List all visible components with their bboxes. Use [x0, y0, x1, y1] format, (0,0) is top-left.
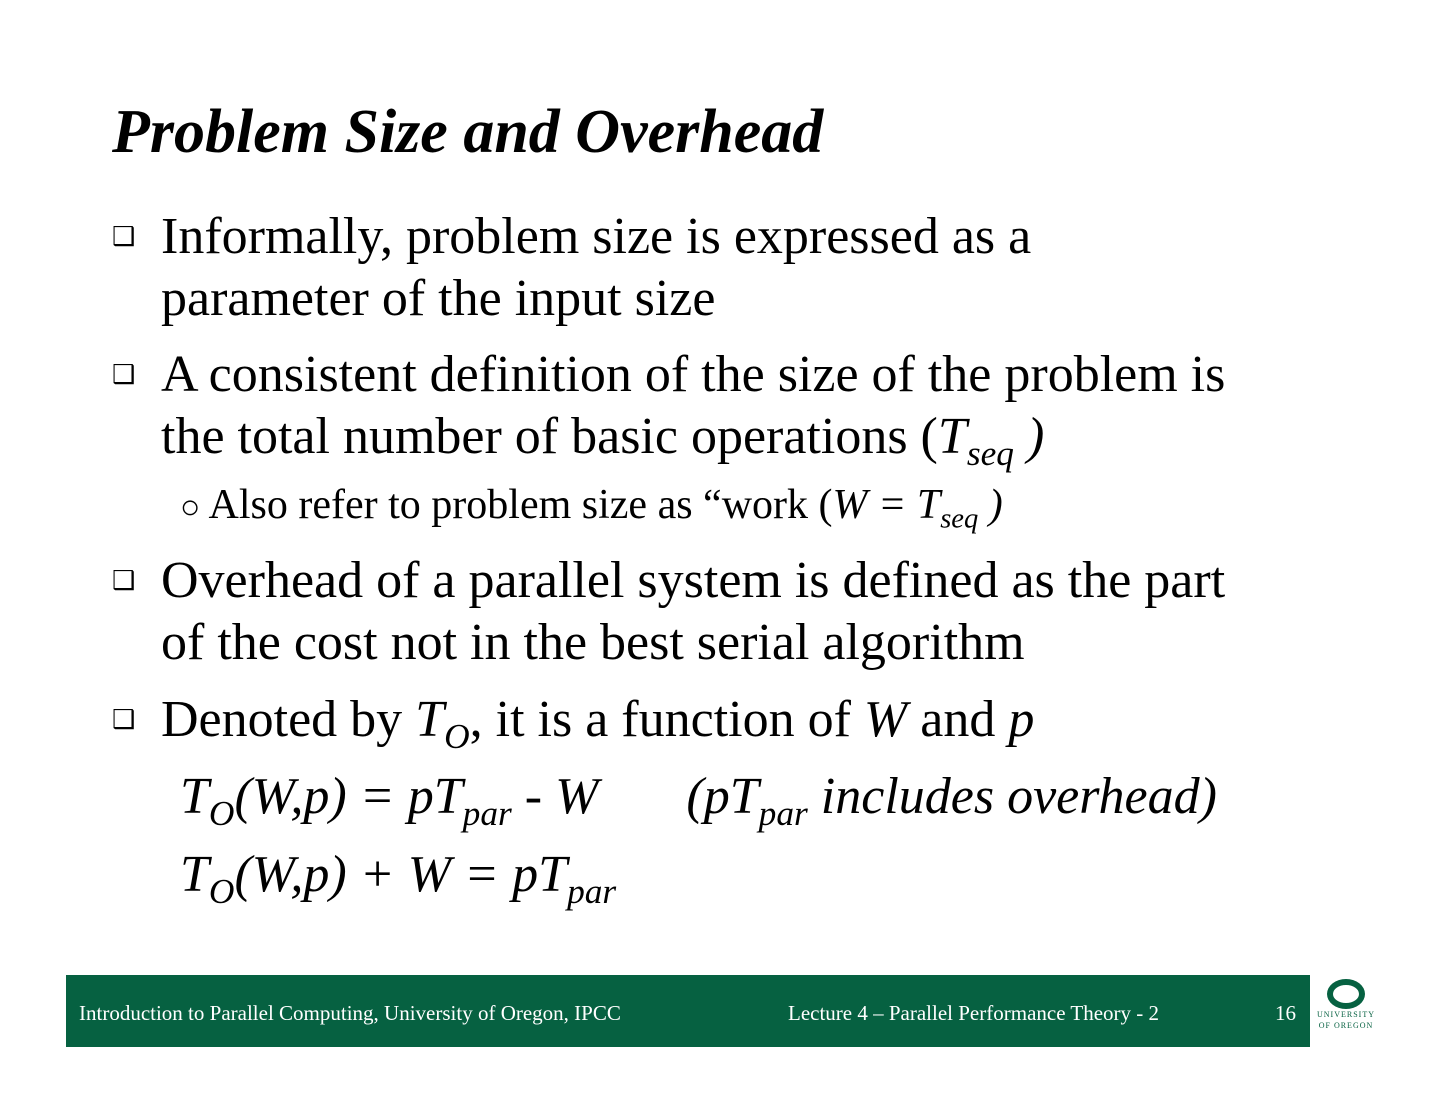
bullet-denoted-by — [112, 689, 1035, 757]
bullet-line: the total number of basic operations ($T_{seq}$ ) — [161, 408, 1045, 474]
logo-text-line2: OF OREGON — [1318, 1021, 1374, 1030]
square-bullet-icon: ❑ — [112, 222, 136, 252]
equation-overhead: $T_O(W,p) = pT_{par} - W$ ($pT_{par}$ includes overhead) — [180, 768, 1217, 834]
o-logo-icon — [1327, 979, 1365, 1009]
footer-course: Introduction to Parallel Computing, University of Oregon, IPCC — [79, 1001, 621, 1025]
circle-bullet-icon: ○ — [180, 489, 201, 526]
bullet-overhead-definition — [112, 550, 1225, 674]
university-of-oregon-logo — [1310, 975, 1382, 1047]
sub-bullet-text: Also refer to problem size as “work ( — [208, 482, 833, 528]
bullet-line: A consistent definition of the size of the problem is — [161, 346, 1226, 403]
bullet-consistent-definition — [112, 344, 1226, 474]
square-bullet-icon: ❑ — [112, 360, 136, 390]
footer-bar — [66, 975, 1310, 1047]
footer-lecture: Lecture 4 – Parallel Performance Theory - 2 — [788, 1001, 1160, 1025]
square-bullet-icon: ❑ — [112, 566, 136, 596]
equation-total: $T_O(W,p) + W = pT_{par}$ — [180, 846, 617, 912]
bullet-line: parameter of the input size — [161, 270, 716, 327]
bullet-problem-size-informal — [112, 206, 1031, 330]
bullet-line: Informally, problem size is expressed as a — [161, 208, 1032, 265]
equation-note: ($pT_{par}$ includes overhead) — [686, 768, 1217, 834]
bullet-line: of the cost not in the best serial algorithm — [161, 614, 1025, 671]
footer-page-number: 16 — [1275, 1001, 1296, 1025]
bullet-line: Denoted by $T_O$, it is a function of W and p — [161, 691, 1035, 757]
sub-bullet-work: ○ Also refer to problem size as “work ($W = T_{seq}$ ) — [180, 482, 1003, 535]
square-bullet-icon: ❑ — [112, 705, 136, 735]
bullet-line: Overhead of a parallel system is defined as the part — [161, 552, 1226, 609]
logo-text-line1: UNIVERSITY — [1317, 1010, 1375, 1019]
slide-title: Problem Size and Overhead — [112, 98, 824, 166]
